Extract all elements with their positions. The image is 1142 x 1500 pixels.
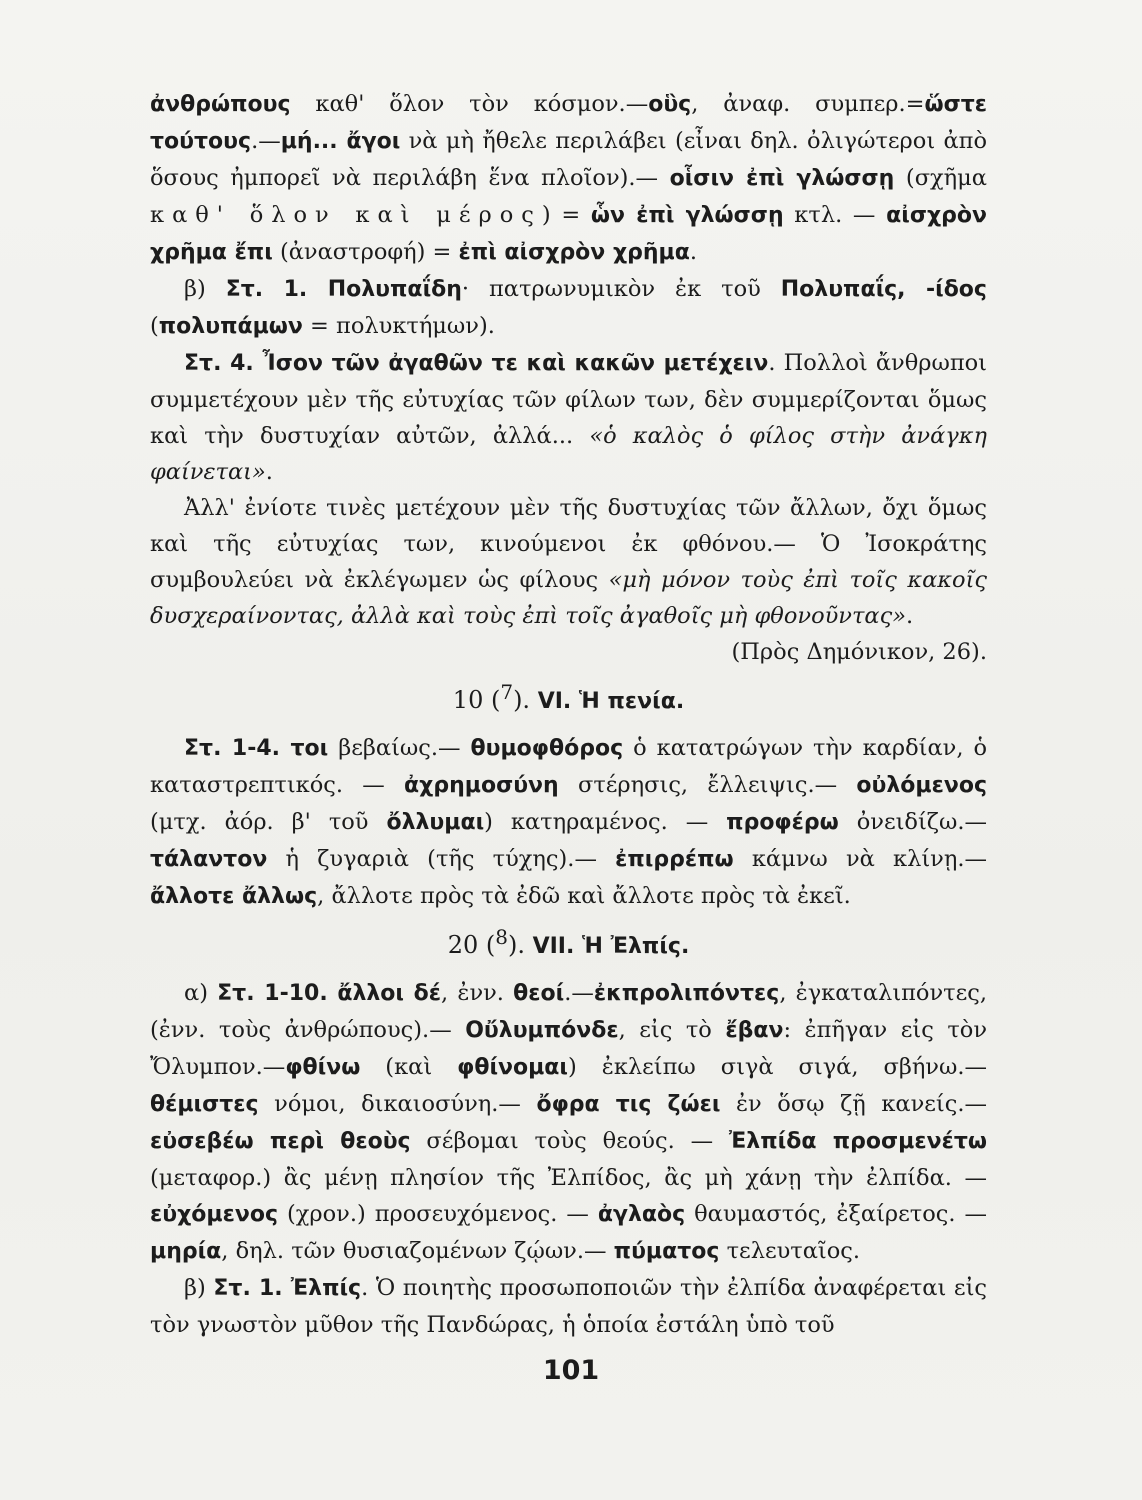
commentary-text — [150, 86, 987, 1343]
section-heading-vii: 20 ($^8$). VII. Ἡ Ἐλπίς. — [447, 925, 690, 959]
paragraph-1: ἀνθρώπους καθ' ὅλον τὸν κόσμον.—οὓς, ἀναφ. συμπερ.=ὥστε τούτους.—μή... ἄγοι νὰ μὴ ἤθελε περιλάβει (εἶναι δηλ. ὀλιγώτεροι ἀπὸ ὅσους ἠμπορεῖ νὰ περιλάβη ἕνα πλοῖον).— οἷσιν ἐπὶ γλώσσῃ (σχῆμα καθ' ὅλον καὶ μέρος) = ὧν ἐπὶ γλώσσῃ κτλ. — αἰσχρὸν χρῆμα ἔπι (ἀναστροφή) = ἐπὶ αἰσχρὸν χρῆμα. — [150, 91, 988, 265]
paragraph-5: Στ. 1-4. τοι βεβαίως.— θυμοφθόρος ὁ κατατρώγων τὴν καρδίαν, ὁ καταστρεπτικός. — ἀχρημοσύνη στέρησις, ἔλλειψις.— οὐλόμενος (μτχ. ἀόρ. β' τοῦ ὄλλυμαι) κατηραμένος. — προφέρω ὀνειδίζω.— τάλαντον ἡ ζυγαριὰ (τῆς τύχης).— ἐπιρρέπω κάμνω νὰ κλίνῃ.— ἄλλοτε ἄλλως, ἄλλοτε πρὸς τὰ ἐδῶ καὶ ἄλλοτε πρὸς τὰ ἐκεῖ. — [150, 735, 988, 909]
page-number: 101 — [542, 1355, 600, 1386]
section-heading-vi: 10 ($^7$). VI. Ἡ πενία. — [452, 680, 685, 714]
paragraph-4: Ἀλλ' ἐνίοτε τινὲς μετέχουν μὲν τῆς δυστυχίας τῶν ἄλλων, ὄχι ὅμως καὶ τῆς εὐτυχίας των, κινούμενοι ἐκ φθόνου.— Ὁ Ἰσοκράτης συμβουλεύει νὰ ἐκλέγωμεν ὡς φίλους «μὴ μόνον τοὺς ἐπὶ τοῖς κακοῖς δυσχεραίνοντας, ἀλλὰ καὶ τοὺς ἐπὶ τοῖς ἀγαθοῖς μὴ φθονοῦντας». — [150, 495, 988, 629]
paragraph-6: α) Στ. 1-10. ἄλλοι δέ, ἐνν. θεοί.—ἐκπρολιπόντες, ἐγκαταλιπόντες, (ἐνν. τοὺς ἀνθρώπους).— Οὔλυμπόνδε, εἰς τὸ ἔβαν: ἐπῆγαν εἰς τὸν Ὄλυμπον.—φθίνω (καὶ φθίνομαι) ἐκλείπω σιγὰ σιγά, σβήνω.— θέμιστες νόμοι, δικαιοσύνη.— ὄφρα τις ζώει ἐν ὅσῳ ζῇ κανείς.—εὐσεβέω περὶ θεοὺς σέβομαι τοὺς θεούς. — Ἐλπίδα προσμενέτω (μεταφορ.) ἂς μένῃ πλησίον τῆς Ἐλπίδος, ἂς μὴ χάνῃ τὴν ἐλπίδα. — εὐχόμενος (χρον.) προσευχόμενος. — ἀγλαὸς θαυμαστός, ἐξαίρετος. — μηρία, δηλ. τῶν θυσιαζομένων ζῴων.— πύματος τελευταῖος. — [150, 980, 988, 1264]
citation: (Πρὸς Δημόνικον, 26). — [731, 639, 987, 665]
paragraph-2: β) Στ. 1. Πολυπαΐδη· πατρωνυμικὸν ἐκ τοῦ Πολυπαΐς, -ίδος (πολυπάμων = πολυκτήμων). — [150, 276, 987, 339]
paragraph-7: β) Στ. 1. Ἐλπίς. Ὁ ποιητὴς προσωποποιῶν τὴν ἐλπίδα ἀναφέρεται εἰς τὸν γνωστὸν μῦθον τῆς Πανδώρας, ἡ ὁποία ἐστάλη ὑπὸ τοῦ — [150, 1275, 987, 1338]
paragraph-3: Στ. 4. Ἶσον τῶν ἀγαθῶν τε καὶ κακῶν μετέχειν. Πολλοὶ ἄνθρωποι συμμετέχουν μὲν τῆς εὐτυχίας τῶν φίλων των, δὲν συμμερίζονται ὅμως καὶ τὴν δυστυχίαν αὐτῶν, ἀλλά... «ὁ καλὸς ὁ φίλος στὴν ἀνάγκη φαίνεται». — [150, 350, 987, 485]
